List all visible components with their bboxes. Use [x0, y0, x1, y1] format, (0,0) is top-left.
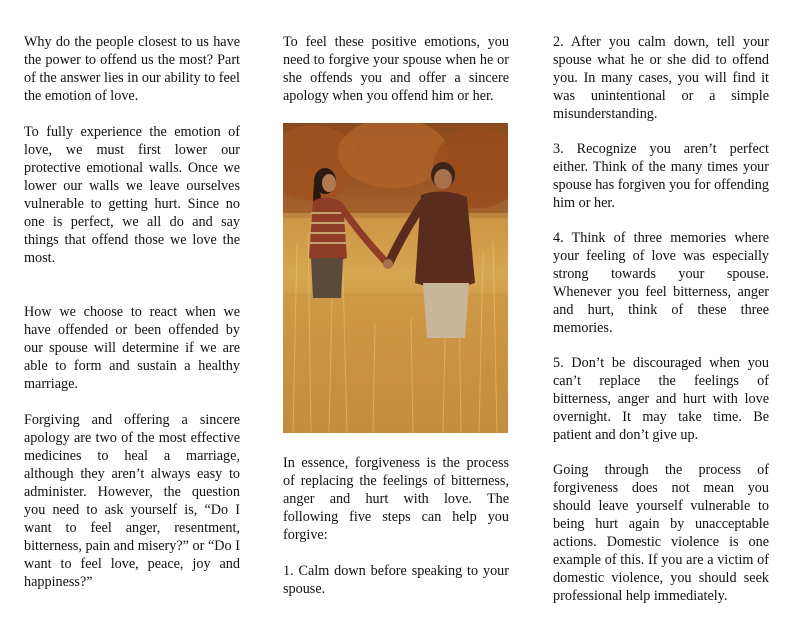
column-left [24, 33, 240, 609]
step-5-dont-be-discouraged: 5. Don’t be discouraged when you can’t replace the feelings of bitterness, anger and hurt with love overnight. It may take time. Be patient and don’t give up. [553, 355, 769, 443]
step-2-tell-spouse: 2. After you calm down, tell your spouse what he or she did to offend you. In many cases, you will find it was unintentional or a simple misunderstanding. [553, 34, 769, 122]
column-right [553, 33, 769, 622]
paragraph-how-react: How we choose to react when we have offended or been offended by our spouse will determine if we are able to form and sustain a healthy marriage. [24, 304, 240, 392]
paragraph-positive-emotions: To feel these positive emotions, you need to forgive your spouse when he or she offends you and offer a sincere apology when you offend him or her. [283, 34, 509, 104]
paragraph-lower-walls: To fully experience the emotion of love, we must first lower our protective emotional walls. Once we lower our walls we leave ourselves vulnerable to getting hurt. Since no one is perfect, we all do and say things that offend those we love the most. [24, 124, 240, 266]
paragraph-why-offend: Why do the people closest to us have the power to offend us the most? Part of the answer lies in our ability to feel the emotion of love. [24, 34, 240, 104]
paragraph-forgiving-apology: Forgiving and offering a sincere apology are two of the most effective medicines to heal a marriage, although they aren’t always easy to administer. However, the question you need to ask yourself is, “Do I want to feel anger, resentment, bitterness, pain and misery?” or “Do I want to feel love, peace, joy and happiness?” [24, 412, 240, 590]
paragraph-domestic-violence: Going through the process of forgiveness does not mean you should leave yourself vulnerable to being hurt again by unacceptable actions. Domestic violence is one example of this. If you are a victim of domestic violence, you should seek professional help immediately. [553, 462, 769, 604]
column-middle-bottom [283, 454, 509, 616]
step-4-memories: 4. Think of three memories where your feeling of love was especially strong towards your spouse. Whenever you feel bitterness, anger and hurt, think of these three memories. [553, 230, 769, 336]
step-3-recognize: 3. Recognize you aren’t perfect either. Think of the many times your spouse has forgiven you for offending him or her. [553, 141, 769, 211]
step-1-calm-down: 1. Calm down before speaking to your spouse. [283, 563, 509, 597]
column-middle [283, 33, 509, 105]
couple-in-field-photo [283, 123, 508, 433]
paragraph-essence: In essence, forgiveness is the process of replacing the feelings of bitterness, anger and hurt with love. The following five steps can help you forgive: [283, 455, 509, 543]
